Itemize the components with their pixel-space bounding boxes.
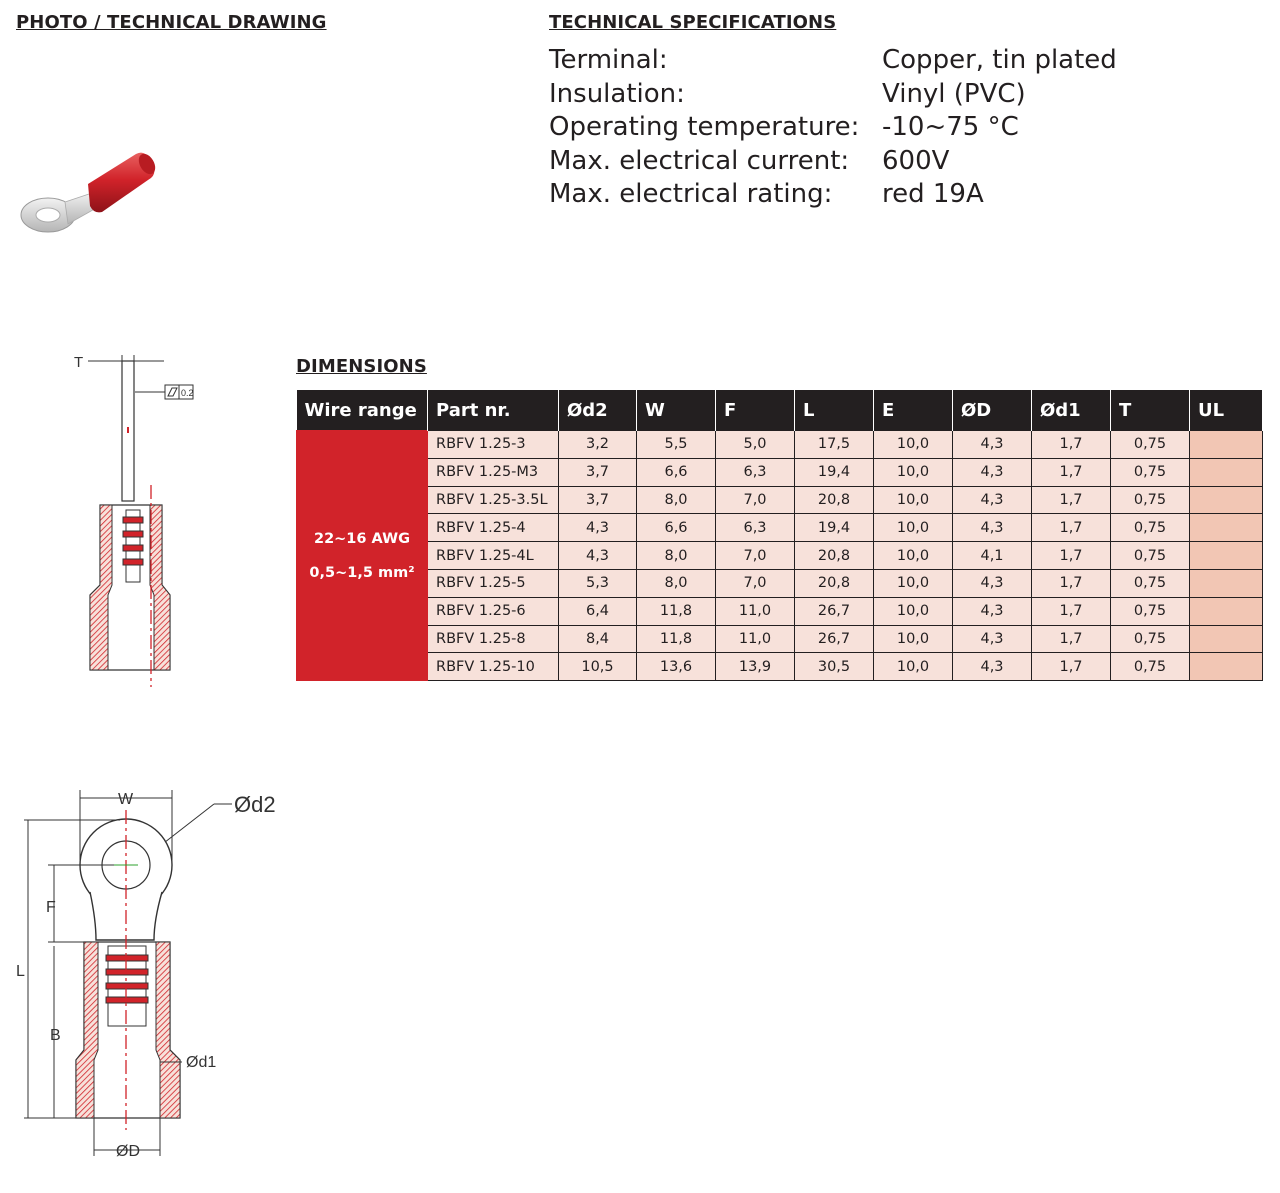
spec-value: Copper, tin plated [882, 45, 1117, 75]
spec-label: Max. electrical current: [549, 145, 850, 176]
cell-w: 13,6 [637, 653, 716, 681]
cell-part-nr: RBFV 1.25-4L [428, 542, 559, 570]
cell-d1: 1,7 [1032, 514, 1111, 542]
table-row [297, 625, 1263, 653]
spec-row-rating [549, 178, 1117, 212]
cell-part-nr: RBFV 1.25-3 [428, 431, 559, 459]
cell-ul [1190, 486, 1263, 514]
cell-w: 6,6 [637, 514, 716, 542]
spec-row-insulation [549, 78, 1117, 112]
cell-od: 4,3 [953, 486, 1032, 514]
cell-e: 10,0 [874, 458, 953, 486]
cell-f: 11,0 [716, 597, 795, 625]
spec-row-temperature [549, 111, 1117, 145]
cell-e: 10,0 [874, 542, 953, 570]
cell-d1: 1,7 [1032, 597, 1111, 625]
specifications-list [549, 44, 1117, 212]
cell-d2: 3,2 [559, 431, 637, 459]
cell-w: 8,0 [637, 486, 716, 514]
cell-f: 5,0 [716, 431, 795, 459]
cell-od: 4,3 [953, 625, 1032, 653]
cell-l: 30,5 [795, 653, 874, 681]
spec-value: Vinyl (PVC) [882, 78, 1026, 109]
w-dimension-label: W [118, 791, 134, 808]
cell-part-nr: RBFV 1.25-8 [428, 625, 559, 653]
cell-l: 20,8 [795, 542, 874, 570]
cell-d1: 1,7 [1032, 653, 1111, 681]
cell-od: 4,3 [953, 431, 1032, 459]
cell-ul [1190, 542, 1263, 570]
cell-d2: 10,5 [559, 653, 637, 681]
table-header-row [297, 390, 1263, 431]
cell-w: 8,0 [637, 542, 716, 570]
cell-t: 0,75 [1111, 486, 1190, 514]
cell-l: 19,4 [795, 458, 874, 486]
cell-e: 10,0 [874, 514, 953, 542]
cell-part-nr: RBFV 1.25-M3 [428, 458, 559, 486]
table-row [297, 514, 1263, 542]
cell-l: 20,8 [795, 569, 874, 597]
cell-f: 6,3 [716, 514, 795, 542]
col-part-nr: Part nr. [428, 390, 559, 431]
cell-t: 0,75 [1111, 458, 1190, 486]
cell-w: 11,8 [637, 597, 716, 625]
technical-specifications-heading: TECHNICAL SPECIFICATIONS [549, 12, 837, 33]
cell-d1: 1,7 [1032, 458, 1111, 486]
spec-label: Max. electrical rating: [549, 179, 833, 209]
od-dimension-label: ØD [116, 1143, 140, 1160]
spec-row-terminal [549, 44, 1117, 78]
cell-e: 10,0 [874, 653, 953, 681]
col-d1: Ød1 [1032, 390, 1111, 431]
cell-part-nr: RBFV 1.25-5 [428, 569, 559, 597]
cell-d2: 8,4 [559, 625, 637, 653]
col-ul: UL [1190, 390, 1263, 431]
cell-ul [1190, 653, 1263, 681]
col-d2: Ød2 [559, 390, 637, 431]
cell-f: 6,3 [716, 458, 795, 486]
cell-d2: 4,3 [559, 542, 637, 570]
cell-w: 6,6 [637, 458, 716, 486]
cell-ul [1190, 458, 1263, 486]
cell-ul [1190, 625, 1263, 653]
cell-od: 4,3 [953, 458, 1032, 486]
cell-f: 13,9 [716, 653, 795, 681]
cell-d1: 1,7 [1032, 486, 1111, 514]
table-row [297, 597, 1263, 625]
cell-part-nr: RBFV 1.25-3.5L [428, 486, 559, 514]
cell-d1: 1,7 [1032, 625, 1111, 653]
cell-f: 7,0 [716, 542, 795, 570]
cell-ul [1190, 514, 1263, 542]
cell-od: 4,3 [953, 597, 1032, 625]
cell-part-nr: RBFV 1.25-6 [428, 597, 559, 625]
table-row [297, 569, 1263, 597]
dimensions-heading: DIMENSIONS [296, 356, 427, 377]
cell-od: 4,3 [953, 514, 1032, 542]
cell-f: 7,0 [716, 569, 795, 597]
table-row [297, 458, 1263, 486]
spec-row-current [549, 145, 1117, 179]
d1-dimension-label: Ød1 [186, 1054, 217, 1071]
cell-t: 0,75 [1111, 653, 1190, 681]
cell-od: 4,1 [953, 542, 1032, 570]
cell-l: 26,7 [795, 625, 874, 653]
wire-range-mm2: 0,5~1,5 mm² [309, 564, 415, 581]
photo-drawing-heading: PHOTO / TECHNICAL DRAWING [16, 12, 327, 33]
wire-range-cell [297, 431, 428, 681]
cell-e: 10,0 [874, 569, 953, 597]
cell-e: 10,0 [874, 625, 953, 653]
cell-l: 20,8 [795, 486, 874, 514]
col-e: E [874, 390, 953, 431]
product-photo [10, 140, 260, 250]
cell-ul [1190, 431, 1263, 459]
table-row [297, 486, 1263, 514]
tolerance-label: 0.2 [181, 388, 194, 398]
cell-t: 0,75 [1111, 625, 1190, 653]
cell-d1: 1,7 [1032, 569, 1111, 597]
cell-ul [1190, 597, 1263, 625]
cell-t: 0,75 [1111, 569, 1190, 597]
cell-d2: 6,4 [559, 597, 637, 625]
wire-range-awg: 22~16 AWG [313, 530, 411, 547]
front-view-drawing [10, 780, 295, 1165]
col-wire-range: Wire range [297, 390, 428, 431]
col-l: L [795, 390, 874, 431]
l-dimension-label: L [16, 963, 25, 980]
b-dimension-label: B [50, 1027, 61, 1044]
cell-d2: 5,3 [559, 569, 637, 597]
spec-label: Insulation: [549, 78, 685, 109]
f-dimension-label: F [46, 899, 56, 916]
col-w: W [637, 390, 716, 431]
spec-label: Terminal: [549, 45, 668, 75]
cell-part-nr: RBFV 1.25-10 [428, 653, 559, 681]
col-t: T [1111, 390, 1190, 431]
dimensions-table [296, 390, 1263, 681]
cell-od: 4,3 [953, 653, 1032, 681]
cell-f: 7,0 [716, 486, 795, 514]
cell-l: 17,5 [795, 431, 874, 459]
spec-value: -10~75 °C [882, 112, 1019, 142]
side-view-drawing [60, 345, 230, 690]
cell-d2: 4,3 [559, 514, 637, 542]
d2-dimension-label: Ød2 [234, 792, 276, 817]
cell-t: 0,75 [1111, 514, 1190, 542]
cell-w: 11,8 [637, 625, 716, 653]
cell-d2: 3,7 [559, 458, 637, 486]
spec-value: 600V [882, 145, 950, 176]
spec-label: Operating temperature: [549, 112, 860, 142]
table-row [297, 431, 1263, 459]
cell-l: 26,7 [795, 597, 874, 625]
col-f: F [716, 390, 795, 431]
table-body [297, 431, 1263, 681]
cell-od: 4,3 [953, 569, 1032, 597]
col-od: ØD [953, 390, 1032, 431]
t-dimension-label: T [74, 354, 84, 371]
cell-e: 10,0 [874, 486, 953, 514]
cell-f: 11,0 [716, 625, 795, 653]
cell-t: 0,75 [1111, 542, 1190, 570]
cell-t: 0,75 [1111, 431, 1190, 459]
cell-e: 10,0 [874, 431, 953, 459]
cell-d1: 1,7 [1032, 431, 1111, 459]
cell-l: 19,4 [795, 514, 874, 542]
spec-value: red 19A [882, 179, 984, 209]
table-row [297, 653, 1263, 681]
cell-d1: 1,7 [1032, 542, 1111, 570]
cell-w: 5,5 [637, 431, 716, 459]
cell-e: 10,0 [874, 597, 953, 625]
table-row [297, 542, 1263, 570]
cell-w: 8,0 [637, 569, 716, 597]
cell-ul [1190, 569, 1263, 597]
cell-part-nr: RBFV 1.25-4 [428, 514, 559, 542]
cell-d2: 3,7 [559, 486, 637, 514]
cell-t: 0,75 [1111, 597, 1190, 625]
